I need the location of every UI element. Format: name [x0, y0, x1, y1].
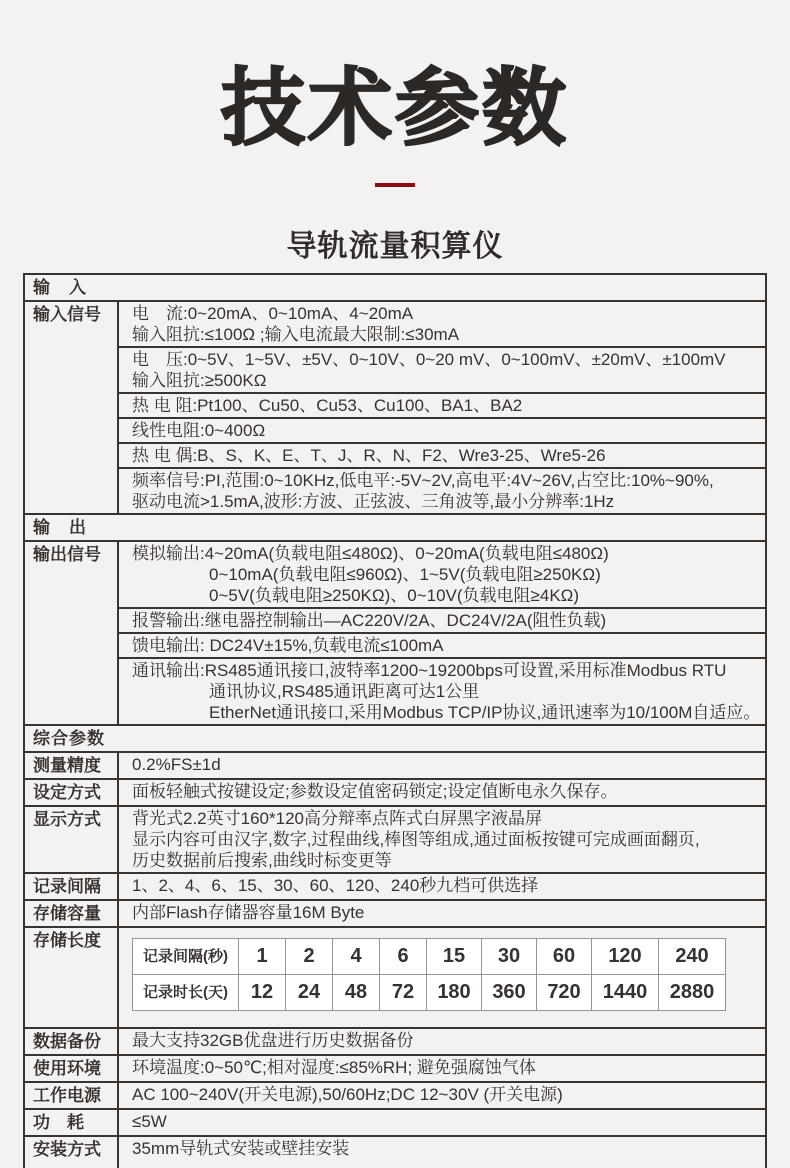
row-environment-value: 环境温度:0~50℃;相对湿度:≤85%RH; 避免强腐蚀气体 — [132, 1057, 536, 1077]
row-record-interval-value: 1、2、4、6、15、30、60、120、240秒九档可供选择 — [132, 875, 539, 895]
row-display-line1: 背光式2.2英寸160*120高分辩率点阵式白屏黑字液晶屏 — [132, 808, 542, 828]
storage-duration-cell: 720 — [537, 974, 592, 1010]
spec-input-thermocouple — [119, 442, 765, 467]
row-storage-capacity-value: 内部Flash存储器容量16M Byte — [132, 902, 365, 922]
section-header-general — [25, 724, 765, 751]
storage-interval-cell: 2 — [286, 938, 333, 974]
row-display-line2: 显示内容可由汉字,数字,过程曲线,棒图等组成,通过面板按键可完成画面翻页, — [132, 829, 700, 849]
row-installation — [25, 1135, 765, 1168]
storage-duration-cell: 180 — [427, 974, 482, 1010]
spec-input-voltage — [119, 346, 765, 392]
spec-output-comm-line1: 通讯输出:RS485通讯接口,波特率1200~19200bps可设置,采用标准Modbus RTU — [132, 660, 727, 680]
spec-input-frequency-line1: 频率信号:PI,范围:0~10KHz,低电平:-5V~2V,高电平:4V~26V,占空比:10%~90%, — [132, 470, 714, 490]
storage-interval-cell: 60 — [537, 938, 592, 974]
row-power-supply — [25, 1081, 765, 1108]
spec-input-current — [119, 302, 765, 346]
storage-duration-cell: 2880 — [659, 974, 726, 1010]
spec-output-comm-line3: EtherNet通讯接口,采用Modbus TCP/IP协议,通讯速率为10/100M自适应。 — [209, 702, 761, 722]
row-setting-value: 面板轻触式按键设定;参数设定值密码锁定;设定值断电永久保存。 — [132, 781, 618, 801]
row-display-label: 显示方式 — [25, 807, 119, 872]
spec-input-current-line1: 电 流:0~20mA、0~10mA、4~20mA — [132, 303, 414, 323]
row-record-interval — [25, 872, 765, 899]
row-output-signal-values — [119, 542, 765, 724]
row-backup — [25, 1027, 765, 1054]
section-header-input-label: 输 入 — [33, 277, 87, 297]
product-name: 导轨流量积算仪 — [286, 229, 504, 263]
storage-interval-cell: 240 — [659, 938, 726, 974]
row-accuracy-value: 0.2%FS±1d — [132, 754, 221, 774]
storage-interval-header: 记录间隔(秒) — [133, 938, 239, 974]
storage-duration-row — [133, 974, 726, 1010]
spec-input-voltage-line2: 输入阻抗:≥500KΩ — [132, 370, 267, 390]
storage-duration-cell: 24 — [286, 974, 333, 1010]
row-environment — [25, 1054, 765, 1081]
page-title: 技术参数 — [220, 61, 569, 155]
row-installation-value: 35mm导轨式安装或壁挂安装 — [132, 1138, 350, 1158]
spec-output-analog-line1: 模拟输出:4~20mA(负载电阻≤480Ω)、0~20mA(负载电阻≤480Ω) — [132, 543, 609, 563]
row-setting — [25, 778, 765, 805]
storage-interval-cell: 15 — [427, 938, 482, 974]
row-input-signal — [25, 300, 765, 513]
accent-dash — [375, 183, 415, 187]
storage-interval-cell: 6 — [380, 938, 427, 974]
spec-output-comm-line2: 通讯协议,RS485通讯距离可达1公里 — [209, 681, 480, 701]
spec-table — [23, 273, 767, 1168]
section-header-general-label: 综合参数 — [33, 728, 105, 748]
spec-input-frequency-line2: 驱动电流>1.5mA,波形:方波、正弦波、三角波等,最小分辨率:1Hz — [132, 491, 615, 511]
spec-output-analog-line3: 0~5V(负载电阻≥250KΩ)、0~10V(负载电阻≥4KΩ) — [209, 585, 580, 605]
row-consumption-label: 功 耗 — [25, 1110, 119, 1135]
spec-output-alarm-line: 报警输出:继电器控制输出—AC220V/2A、DC24V/2A(阻性负载) — [132, 610, 607, 630]
spec-output-feed-line: 馈电输出: DC24V±15%,负载电流≤100mA — [132, 635, 444, 655]
row-display-line3: 历史数据前后搜索,曲线时标变更等 — [132, 850, 392, 870]
storage-duration-cell: 360 — [482, 974, 537, 1010]
storage-interval-cell: 30 — [482, 938, 537, 974]
row-storage-length-label: 存储长度 — [25, 928, 119, 1027]
spec-output-comm — [119, 657, 765, 724]
row-input-signal-values — [119, 302, 765, 513]
section-header-input — [25, 275, 765, 300]
spec-output-alarm — [119, 607, 765, 632]
row-record-interval-label: 记录间隔 — [25, 874, 119, 899]
spec-input-rtd — [119, 392, 765, 417]
spec-input-linear-resistance — [119, 417, 765, 442]
row-output-signal-label: 输出信号 — [25, 542, 119, 724]
spec-input-rtd-line: 热 电 阻:Pt100、Cu50、Cu53、Cu100、BA1、BA2 — [132, 395, 523, 415]
row-storage-capacity — [25, 899, 765, 926]
row-installation-label: 安装方式 — [25, 1137, 119, 1168]
storage-duration-cell: 1440 — [592, 974, 659, 1010]
spec-output-analog — [119, 542, 765, 607]
storage-length-table — [132, 938, 726, 1011]
row-input-signal-label: 输入信号 — [25, 302, 119, 513]
storage-interval-cell: 4 — [333, 938, 380, 974]
spec-input-current-line2: 输入阻抗:≤100Ω ;输入电流最大限制:≤30mA — [132, 324, 460, 344]
spec-input-thermocouple-line: 热 电 偶:B、S、K、E、T、J、R、N、F2、Wre3-25、Wre5-26 — [132, 445, 606, 465]
spec-input-frequency — [119, 467, 765, 513]
section-header-output — [25, 513, 765, 540]
row-backup-label: 数据备份 — [25, 1029, 119, 1054]
spec-input-linear-resistance-line: 线性电阻:0~400Ω — [132, 420, 266, 440]
spec-output-analog-line2: 0~10mA(负载电阻≤960Ω)、1~5V(负载电阻≥250KΩ) — [209, 564, 601, 584]
storage-duration-cell: 12 — [239, 974, 286, 1010]
storage-duration-cell: 48 — [333, 974, 380, 1010]
row-storage-length — [25, 926, 765, 1027]
row-environment-label: 使用环境 — [25, 1056, 119, 1081]
row-consumption-value: ≤5W — [132, 1111, 167, 1131]
row-storage-capacity-label: 存储容量 — [25, 901, 119, 926]
row-output-signal — [25, 540, 765, 724]
storage-interval-cell: 120 — [592, 938, 659, 974]
storage-interval-row — [133, 938, 726, 974]
row-backup-value: 最大支持32GB优盘进行历史数据备份 — [132, 1030, 414, 1050]
spec-output-feed — [119, 632, 765, 657]
row-accuracy — [25, 751, 765, 778]
row-consumption — [25, 1108, 765, 1135]
storage-duration-header: 记录时长(天) — [133, 974, 239, 1010]
storage-interval-cell: 1 — [239, 938, 286, 974]
row-power-supply-label: 工作电源 — [25, 1083, 119, 1108]
spec-input-voltage-line1: 电 压:0~5V、1~5V、±5V、0~10V、0~20 mV、0~100mV、±20mV、±100mV — [132, 349, 726, 369]
row-power-supply-value: AC 100~240V(开关电源),50/60Hz;DC 12~30V (开关电源) — [132, 1084, 563, 1104]
row-setting-label: 设定方式 — [25, 780, 119, 805]
section-header-output-label: 输 出 — [33, 517, 87, 537]
row-accuracy-label: 测量精度 — [25, 753, 119, 778]
row-display — [25, 805, 765, 872]
storage-duration-cell: 72 — [380, 974, 427, 1010]
